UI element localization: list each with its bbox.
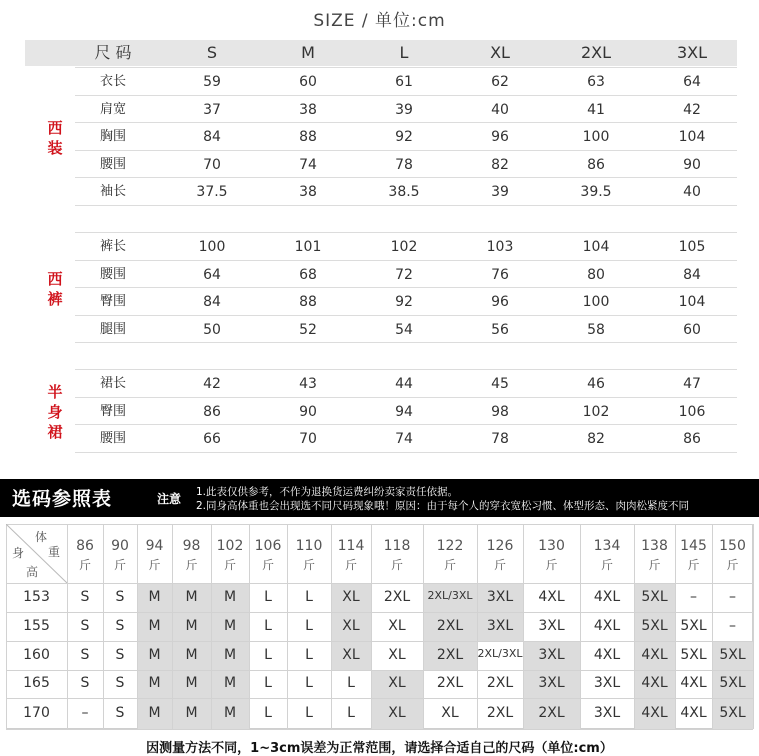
size-recommendation: 2XL/3XL: [427, 588, 473, 602]
size-recommendation: 3XL: [538, 646, 565, 663]
size-recommendation: L: [305, 588, 313, 605]
grid-line: [6, 698, 753, 699]
row-label: 腰围: [99, 156, 126, 172]
weight-unit: 斤: [648, 558, 661, 572]
size-value: 38.5: [388, 184, 420, 200]
size-recommendation: L: [264, 704, 272, 721]
size-recommendation: 3XL: [593, 675, 621, 691]
grid-line: [753, 524, 754, 729]
section-name-char: 裙: [47, 423, 63, 442]
size-value: 58: [587, 321, 605, 338]
grid-line: [6, 524, 753, 525]
size-recommendation: M: [223, 675, 237, 691]
section-top-divider: [75, 369, 737, 370]
size-value: 90: [299, 403, 317, 420]
size-recommendation: XL: [441, 704, 459, 721]
size-recommendation: 3XL: [538, 675, 565, 691]
size-recommendation: S: [80, 617, 90, 634]
size-value: 74: [299, 156, 317, 173]
size-value: 50: [203, 321, 221, 338]
size-header-m: M: [301, 43, 315, 62]
size-value: 45: [491, 376, 509, 392]
height-value: 170: [23, 704, 50, 721]
size-recommendation: M: [185, 588, 198, 605]
size-value: 62: [491, 74, 509, 90]
size-recommendation: S: [115, 617, 125, 634]
size-recommendation: M: [223, 646, 237, 663]
size-value: 68: [299, 266, 317, 283]
size-value: 84: [203, 294, 221, 310]
size-value: 60: [299, 74, 317, 90]
weight-unit: 斤: [545, 558, 558, 572]
size-value: 47: [683, 376, 701, 392]
row-label: 腰围: [99, 266, 126, 282]
size-value: 43: [299, 376, 317, 392]
size-value: 59: [203, 74, 221, 90]
weight-unit: 斤: [493, 558, 506, 572]
size-value: 86: [203, 403, 221, 420]
size-value: 86: [683, 431, 701, 447]
size-value: 84: [203, 129, 221, 145]
size-recommendation: 2XL: [538, 704, 565, 721]
size-value: 39: [395, 101, 413, 118]
size-value: 39.5: [580, 184, 612, 200]
size-value: 92: [395, 129, 413, 145]
row-label: 胸围: [99, 129, 126, 144]
size-recommendation: –: [81, 704, 89, 721]
size-value: 37.5: [196, 184, 228, 200]
size-recommendation: 3XL: [538, 617, 565, 634]
size-value: 104: [678, 294, 706, 310]
size-value: 70: [299, 431, 317, 447]
weight-value: 138: [641, 538, 668, 554]
size-recommendation: L: [264, 588, 272, 605]
size-recommendation: 5XL: [641, 617, 668, 634]
size-value: 38: [299, 184, 317, 200]
size-recommendation: XL: [342, 588, 360, 605]
size-value: 37: [203, 101, 221, 118]
size-value: 74: [395, 431, 413, 447]
size-value: 96: [491, 294, 509, 310]
section-name-char: 西: [47, 270, 63, 288]
weight-unit: 斤: [148, 558, 161, 572]
size-recommendation: L: [347, 704, 355, 721]
size-value: 100: [582, 294, 610, 310]
size-recommendation: 5XL: [641, 588, 668, 605]
size-recommendation: 5XL: [719, 675, 746, 691]
weight-value: 126: [486, 538, 514, 554]
size-recommendation: 2XL: [486, 675, 514, 691]
size-header-label: 尺 码: [94, 43, 132, 62]
size-recommendation: L: [305, 704, 313, 721]
grid-line: [6, 641, 753, 642]
row-divider: [75, 315, 737, 316]
size-recommendation: S: [80, 675, 90, 691]
size-value: 102: [582, 403, 610, 420]
weight-unit: 斤: [223, 558, 236, 572]
weight-unit: 斤: [344, 558, 357, 572]
size-value: 82: [491, 156, 509, 173]
size-recommendation: 3XL: [486, 588, 514, 605]
size-recommendation: XL: [388, 704, 406, 721]
size-value: 101: [294, 239, 322, 255]
corner-height-char: 高: [26, 565, 39, 579]
section-top-divider: [75, 67, 737, 68]
page-title: SIZE / 单位:cm: [313, 11, 446, 31]
size-header-2xl: 2XL: [580, 43, 612, 62]
size-recommendation: XL: [388, 617, 406, 634]
row-label: 裙长: [99, 376, 126, 391]
size-recommendation: –: [690, 588, 697, 605]
size-value: 84: [683, 266, 701, 283]
size-recommendation: XL: [342, 617, 360, 634]
size-recommendation: M: [148, 704, 161, 721]
corner-weight-char: 体: [35, 530, 48, 544]
size-recommendation: 4XL: [641, 646, 668, 663]
row-divider: [75, 177, 737, 178]
size-value: 88: [299, 129, 317, 145]
size-recommendation: M: [185, 704, 198, 721]
weight-value: 90: [111, 538, 129, 554]
size-recommendation: 5XL: [680, 646, 707, 663]
row-divider: [75, 150, 737, 151]
size-value: 104: [582, 239, 610, 255]
size-recommendation: S: [115, 704, 125, 721]
size-recommendation: M: [148, 617, 161, 634]
size-value: 98: [491, 403, 509, 420]
size-header-l: L: [399, 43, 409, 62]
size-value: 54: [395, 321, 413, 338]
grid-line: [6, 670, 753, 671]
size-recommendation: 4XL: [593, 588, 621, 605]
size-value: 76: [491, 266, 509, 283]
row-divider: [75, 287, 737, 288]
size-recommendation: S: [115, 646, 125, 663]
size-value: 41: [587, 101, 605, 118]
size-recommendation: XL: [342, 646, 360, 663]
size-value: 52: [299, 321, 317, 338]
size-recommendation: L: [347, 675, 355, 691]
size-recommendation: 3XL: [593, 704, 621, 721]
section-top-divider: [75, 232, 737, 233]
size-value: 96: [491, 129, 509, 145]
size-recommendation: –: [729, 617, 736, 634]
weight-value: 86: [76, 538, 94, 554]
size-recommendation: 4XL: [593, 646, 621, 663]
size-recommendation: S: [80, 588, 90, 605]
weight-value: 102: [216, 538, 244, 554]
weight-value: 145: [680, 538, 707, 554]
row-label: 臀围: [99, 294, 126, 309]
weight-value: 110: [295, 538, 323, 554]
size-value: 39: [491, 184, 509, 200]
size-recommendation: 2XL: [383, 588, 411, 605]
size-recommendation: M: [223, 588, 237, 605]
row-divider: [75, 342, 737, 343]
height-value: 160: [23, 646, 50, 663]
weight-unit: 斤: [113, 558, 126, 572]
weight-unit: 斤: [443, 558, 456, 572]
weight-unit: 斤: [261, 558, 274, 572]
size-recommendation: L: [305, 646, 313, 663]
row-divider: [75, 122, 737, 123]
size-value: 63: [587, 74, 605, 90]
size-value: 78: [395, 156, 413, 173]
size-recommendation: M: [148, 675, 161, 691]
size-value: 78: [491, 431, 509, 447]
size-recommendation: 5XL: [719, 646, 746, 663]
weight-value: 122: [436, 538, 464, 554]
size-recommendation: 3XL: [486, 617, 514, 634]
weight-value: 150: [719, 538, 746, 554]
row-label: 腿围: [99, 321, 126, 337]
weight-unit: 斤: [302, 558, 315, 572]
corner-height-char: 身: [12, 546, 25, 560]
size-value: 40: [491, 101, 509, 118]
size-value: 106: [678, 403, 706, 420]
row-label: 臀围: [99, 403, 126, 419]
size-recommendation: 2XL: [436, 617, 464, 634]
section-name-char: 裤: [47, 290, 63, 308]
weight-value: 98: [182, 538, 201, 554]
row-divider: [75, 260, 737, 261]
size-recommendation: S: [115, 675, 125, 691]
grid-line: [6, 612, 753, 613]
weight-value: 114: [337, 538, 365, 554]
size-recommendation: 4XL: [680, 675, 707, 691]
size-recommendation: S: [80, 646, 90, 663]
size-value: 104: [678, 129, 706, 145]
size-value: 105: [678, 239, 706, 255]
row-label: 腰围: [99, 431, 126, 446]
size-recommendation: L: [264, 675, 272, 691]
weight-unit: 斤: [78, 558, 91, 572]
size-value: 66: [203, 431, 221, 447]
grid-line: [6, 583, 753, 584]
row-label: 袖长: [99, 184, 126, 199]
size-recommendation: L: [264, 646, 272, 663]
size-value: 46: [587, 376, 605, 392]
size-recommendation: M: [185, 675, 198, 691]
weight-value: 134: [593, 538, 621, 554]
size-value: 88: [299, 294, 317, 310]
weight-value: 106: [254, 538, 282, 554]
size-recommendation: M: [148, 588, 161, 605]
size-value: 70: [203, 156, 221, 173]
size-recommendation: M: [185, 646, 198, 663]
weight-value: 94: [145, 538, 164, 554]
row-divider: [75, 205, 737, 206]
size-value: 44: [395, 376, 413, 392]
size-recommendation: –: [729, 588, 736, 605]
size-recommendation: 4XL: [680, 704, 707, 721]
row-label: 肩宽: [99, 101, 126, 117]
size-recommendation: XL: [388, 675, 406, 691]
size-value: 56: [491, 321, 509, 338]
size-value: 82: [587, 431, 605, 447]
size-recommendation: 5XL: [719, 704, 746, 721]
size-recommendation: L: [305, 675, 313, 691]
size-recommendation: M: [223, 704, 237, 721]
size-recommendation: M: [185, 617, 198, 634]
size-header-xl: XL: [490, 43, 510, 62]
weight-value: 130: [538, 538, 565, 554]
size-value: 94: [395, 403, 413, 420]
size-recommendation: 2XL: [436, 675, 464, 691]
size-recommendation: S: [115, 588, 125, 605]
size-value: 90: [683, 156, 701, 173]
size-value: 64: [683, 74, 701, 90]
size-recommendation: 2XL: [436, 646, 464, 663]
size-value: 38: [299, 101, 317, 118]
note-line-2: 2.同身高体重也会出现选不同尺码现象哦！原因：由于每个人的穿衣宽松习惯、体型形态、肉肉松紧度不同: [196, 500, 690, 512]
weight-unit: 斤: [726, 558, 739, 572]
size-recommendation: M: [148, 646, 161, 663]
size-value: 100: [582, 129, 610, 145]
row-divider: [75, 452, 737, 453]
reference-title: 选码参照表: [12, 488, 113, 510]
corner-weight-char: 重: [48, 545, 61, 559]
section-name-char: 半: [47, 383, 63, 402]
note-label: 注意: [157, 492, 182, 506]
size-value: 42: [203, 376, 221, 392]
size-value: 64: [203, 266, 221, 283]
height-value: 153: [23, 588, 50, 605]
size-value: 102: [390, 239, 418, 255]
grid-line: [6, 729, 753, 730]
weight-unit: 斤: [687, 558, 700, 572]
size-value: 60: [683, 321, 701, 338]
size-chart-header: [25, 40, 737, 66]
section-name-char: 西: [47, 118, 63, 137]
size-recommendation: 4XL: [538, 588, 565, 605]
size-header-3xl: 3XL: [676, 43, 708, 62]
weight-unit: 斤: [185, 558, 198, 572]
size-recommendation: L: [264, 617, 272, 634]
size-header-s: S: [206, 43, 218, 62]
footer-note: 因测量方法不同，1~3cm误差为正常范围，请选择合适自己的尺码（单位:cm）: [146, 741, 613, 756]
size-recommendation: 4XL: [641, 675, 668, 691]
size-recommendation: 4XL: [641, 704, 668, 721]
size-recommendation: 2XL: [486, 704, 514, 721]
size-value: 86: [587, 156, 605, 173]
size-value: 42: [683, 101, 701, 118]
size-value: 72: [395, 266, 413, 283]
size-value: 100: [198, 239, 226, 255]
weight-unit: 斤: [390, 558, 403, 572]
weight-value: 118: [383, 538, 411, 554]
height-value: 155: [23, 617, 50, 634]
row-divider: [75, 95, 737, 96]
section-name-char: 身: [47, 403, 63, 422]
size-value: 80: [587, 266, 605, 283]
row-divider: [75, 424, 737, 425]
row-divider: [75, 397, 737, 398]
section-name-char: 装: [47, 138, 63, 157]
size-value: 92: [395, 294, 413, 310]
size-value: 103: [486, 239, 514, 255]
size-recommendation: 2XL/3XL: [477, 646, 523, 660]
row-label: 裤长: [99, 239, 126, 254]
size-recommendation: XL: [388, 646, 406, 663]
size-value: 61: [395, 74, 413, 90]
size-recommendation: 4XL: [593, 617, 621, 634]
row-label: 衣长: [99, 74, 126, 89]
note-line-1: 1.此表仅供参考，不作为退换货运费纠纷卖家责任依据。: [196, 486, 459, 498]
weight-unit: 斤: [600, 558, 613, 572]
size-value: 40: [683, 184, 701, 200]
size-recommendation: M: [223, 617, 237, 634]
size-recommendation: 5XL: [680, 617, 707, 634]
height-value: 165: [23, 675, 50, 691]
size-recommendation: L: [305, 617, 313, 634]
